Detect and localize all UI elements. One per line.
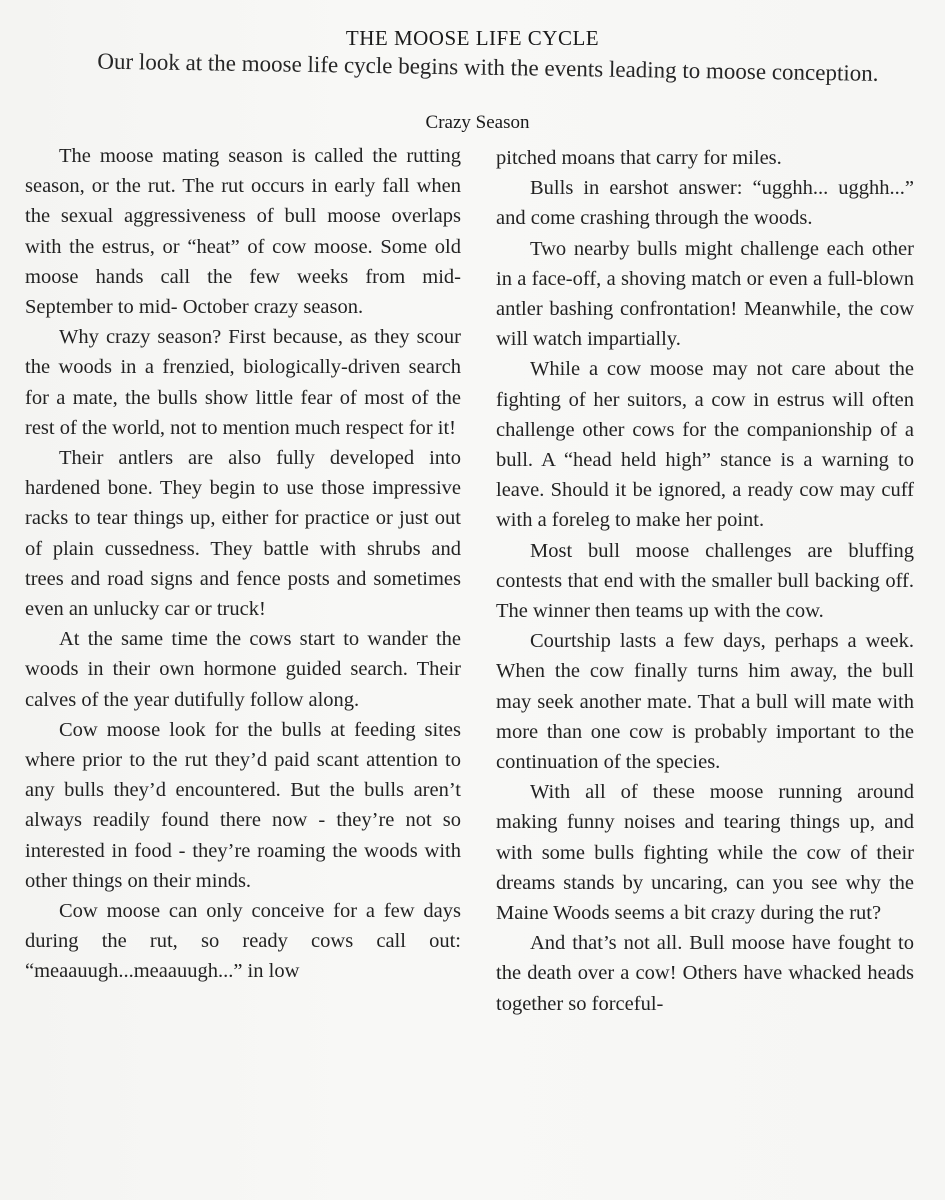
- section-heading: Crazy Season: [425, 112, 530, 133]
- paragraph: Why crazy season? First because, as they scour the woods in a frenzied, biologically-driven search for a mate, the bulls show little fear of most of the rest of the world, not to mention much respect for it!: [25, 326, 461, 439]
- paragraph: Two nearby bulls might challenge each other in a face-off, a shoving match or even a full-blown antler bashing confrontation! Meanwhile, the cow will watch impartially.: [496, 237, 914, 351]
- right-column: [496, 143, 914, 1019]
- paragraph-continuation: pitched moans that carry for miles.: [496, 147, 782, 169]
- paragraph: Their antlers are also fully developed into hardened bone. They begin to use those impressive racks to tear things up, either for practice or just out of plain cussedness. They battle with shrubs and trees and road signs and fence posts and sometimes even an unlucky car or truck!: [25, 447, 461, 621]
- paragraph: Cow moose can only conceive for a few days during the rut, so ready cows call out: “meaauugh...meaauugh...” in low: [25, 900, 461, 983]
- paragraph: The moose mating season is called the rutting season, or the rut. The rut occurs in early fall when the sexual aggressiveness of bull moose overlaps with the estrus, or “heat” of cow moose. Some old moose hands call the few weeks from mid- September to mid- October crazy season.: [25, 145, 461, 319]
- paragraph: Courtship lasts a few days, perhaps a week. When the cow finally turns him away, the bull may seek another mate. That a bull will mate with more than one cow is probably important to the continuation of the species.: [496, 630, 914, 774]
- paragraph: And that’s not all. Bull moose have fought to the death over a cow! Others have whacked heads together so forceful-: [496, 932, 914, 1015]
- paragraph: Most bull moose challenges are bluffing contests that end with the smaller bull backing off. The winner then teams up with the cow.: [496, 539, 914, 623]
- paragraph: Bulls in earshot answer: “ugghh... ugghh...” and come crashing through the woods.: [496, 177, 914, 230]
- intro-text: Our look at the moose life cycle begins with the events leading to moose conception.: [97, 48, 879, 86]
- paragraph: While a cow moose may not care about the fighting of her suitors, a cow in estrus will often challenge other cows for the companionship of a bull. A “head held high” stance is a warning to leave. Should it be ignored, a ready cow may cuff with a foreleg to make her point.: [496, 358, 914, 532]
- paragraph: With all of these moose running around making funny noises and tearing things up, and with some bulls fighting while the cow of their dreams stands by uncaring, can you see why the Maine Woods seems a bit crazy during the rut?: [496, 781, 914, 925]
- paragraph: At the same time the cows start to wander the woods in their own hormone guided search. Their calves of the year dutifully follow along.: [25, 628, 461, 711]
- page-title: THE MOOSE LIFE CYCLE: [345, 26, 600, 50]
- paragraph: Cow moose look for the bulls at feeding sites where prior to the rut they’d paid scant attention to any bulls they’d encountered. But the bulls aren’t always readily found there now - they’re not so interested in food - they’re roaming the woods with other things on their minds.: [25, 718, 461, 892]
- left-column: [25, 141, 461, 987]
